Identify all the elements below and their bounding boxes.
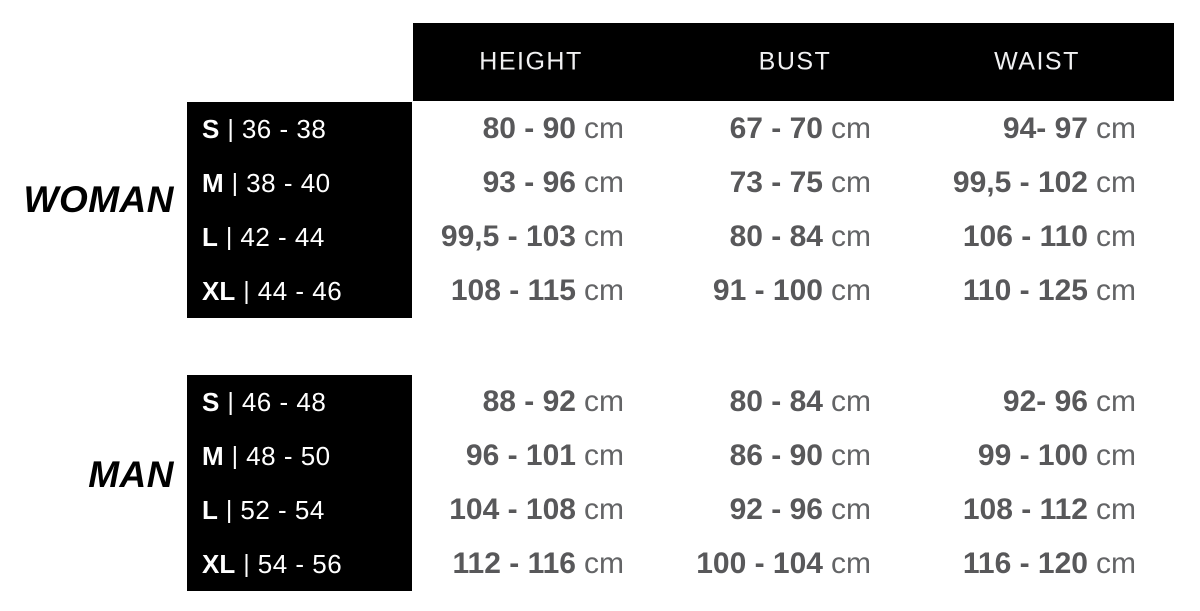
size-letter: S — [202, 113, 220, 144]
height-value: 108 - 115 cm — [450, 274, 624, 307]
size-letter: XL — [202, 275, 236, 306]
size-separator: | — [227, 114, 234, 143]
unit-label: cm — [831, 385, 871, 418]
waist-value: 110 - 125 cm — [962, 274, 1136, 307]
size-range: 52 - 54 — [240, 494, 325, 525]
waist-value: 116 - 120 cm — [962, 547, 1136, 580]
unit-label: cm — [584, 547, 624, 580]
bust-value: 67 - 70 cm — [729, 112, 871, 145]
waist-value: 106 - 110 cm — [962, 220, 1136, 253]
unit-label: cm — [831, 166, 871, 199]
size-range: 46 - 48 — [241, 386, 327, 417]
height-value: 93 - 96 cm — [482, 166, 624, 199]
woman-row-m-values — [0, 156, 1200, 210]
size-separator: | — [231, 441, 239, 470]
size-letter: M — [202, 167, 224, 198]
size-separator: | — [243, 549, 250, 578]
height-value: 96 - 101 cm — [465, 439, 624, 472]
height-value: 104 - 108 cm — [449, 493, 624, 526]
size-range: 48 - 50 — [246, 440, 331, 471]
unit-label: cm — [831, 547, 871, 580]
height-value: 99,5 - 103 cm — [440, 220, 624, 253]
unit-label: cm — [1096, 220, 1136, 253]
unit-label: cm — [584, 166, 624, 199]
unit-label: cm — [584, 274, 624, 307]
unit-label: cm — [1096, 112, 1136, 145]
bust-value: 73 - 75 cm — [729, 166, 871, 199]
height-value: 80 - 90 cm — [482, 112, 624, 145]
table-header-bar — [413, 23, 1174, 101]
woman-row-xl-values — [0, 264, 1200, 318]
unit-label: cm — [831, 220, 871, 253]
bust-value: 80 - 84 cm — [729, 385, 871, 418]
unit-label: cm — [1096, 385, 1136, 418]
bust-value: 86 - 90 cm — [729, 439, 871, 472]
height-value: 88 - 92 cm — [482, 385, 624, 418]
section-label-woman: WOMAN — [23, 179, 174, 220]
size-range: 54 - 56 — [257, 548, 343, 579]
size-separator: | — [243, 276, 250, 305]
man-row-s-values — [0, 375, 1200, 429]
size-letter: XL — [202, 548, 236, 579]
size-range: 42 - 44 — [240, 221, 325, 252]
unit-label: cm — [584, 493, 624, 526]
waist-value: 99 - 100 cm — [977, 439, 1136, 472]
man-row-xl-values — [0, 537, 1200, 591]
unit-label: cm — [831, 493, 871, 526]
unit-label: cm — [1096, 274, 1136, 307]
waist-value: 94- 97 cm — [1002, 112, 1136, 145]
bust-value: 80 - 84 cm — [729, 220, 871, 253]
unit-label: cm — [1096, 547, 1136, 580]
waist-value: 99,5 - 102 cm — [952, 166, 1136, 199]
unit-label: cm — [1096, 166, 1136, 199]
bust-value: 100 - 104 cm — [696, 547, 871, 580]
man-row-l-values — [0, 483, 1200, 537]
woman-row-s-values — [0, 102, 1200, 156]
size-separator: | — [225, 222, 233, 251]
unit-label: cm — [831, 112, 871, 145]
unit-label: cm — [831, 439, 871, 472]
unit-label: cm — [584, 220, 624, 253]
unit-label: cm — [1096, 439, 1136, 472]
size-separator: | — [225, 495, 233, 524]
size-range: 36 - 38 — [241, 113, 327, 144]
column-header-bust: BUST — [758, 47, 832, 76]
woman-row-l-values — [0, 210, 1200, 264]
unit-label: cm — [584, 112, 624, 145]
unit-label: cm — [584, 439, 624, 472]
column-header-height: HEIGHT — [479, 47, 583, 76]
size-letter: L — [202, 221, 218, 252]
waist-value: 108 - 112 cm — [962, 493, 1136, 526]
bust-value: 92 - 96 cm — [729, 493, 871, 526]
unit-label: cm — [1096, 493, 1136, 526]
column-header-waist: WAIST — [994, 47, 1080, 76]
size-range: 38 - 40 — [246, 167, 331, 198]
unit-label: cm — [584, 385, 624, 418]
size-letter: S — [202, 386, 220, 417]
section-label-man: MAN — [88, 454, 174, 495]
size-separator: | — [227, 387, 234, 416]
bust-value: 91 - 100 cm — [712, 274, 871, 307]
size-separator: | — [231, 168, 239, 197]
unit-label: cm — [831, 274, 871, 307]
waist-value: 92- 96 cm — [1002, 385, 1136, 418]
size-letter: L — [202, 494, 218, 525]
size-range: 44 - 46 — [257, 275, 343, 306]
man-row-m-values — [0, 429, 1200, 483]
height-value: 112 - 116 cm — [452, 547, 624, 580]
size-letter: M — [202, 440, 224, 471]
